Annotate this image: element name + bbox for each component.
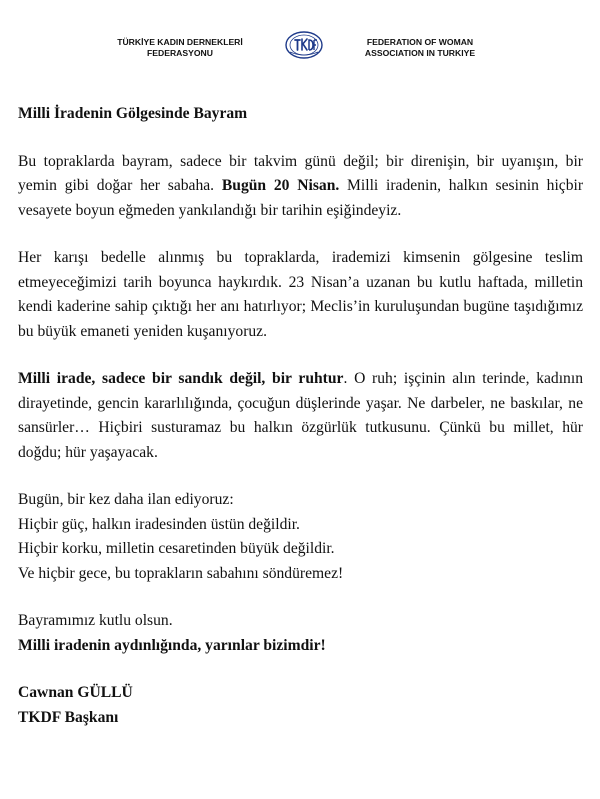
closing-line-2: Milli iradenin aydınlığında, yarınlar bizimdir! [18,636,326,654]
declaration-line-4: Ve hiçbir gece, bu toprakların sabahını söndüremez! [18,564,344,582]
paragraph-3-text: . O ruh; işçinin alın terinde, kadının dirayetinde, gencin kararlılığında, çocuğun düşlerinde yaşar. Ne darbeler, ne baskılar, ne sansürler… Hiçbiri susturamaz bu halkın özgürlük tutkusunu. Çünkü bu millet, hür doğdu; hür yaşayacak. [18,370,583,461]
paragraph-1 [18,150,583,224]
org-name-english-line2: ASSOCIATION IN TURKIYE [364,48,476,58]
org-name-turkish-line1: TÜRKİYE KADIN DERNEKLERİ [117,37,243,47]
closing-line-1: Bayramımız kutlu olsun. [18,612,173,629]
signature-block [18,681,583,730]
signer-title: TKDF Başkanı [18,708,119,726]
paragraph-3-highlight: Milli irade, sadece bir sandık değil, bir ruhtur [18,370,344,387]
org-name-turkish [100,37,260,59]
paragraph-3 [18,367,583,465]
letter-body [18,102,583,730]
signer-name: Cawnan GÜLLÜ [18,684,133,701]
org-name-english [340,37,500,59]
org-name-english-line1: FEDERATION OF WOMAN [366,37,474,47]
declaration-line-1: Bugün, bir kez daha ilan ediyoruz: [18,491,234,508]
paragraph-1-text-a: Bu topraklarda bayram, sadece bir takvim günü değil; bir direnişin, bir uyanışın, bir yemin gibi doğar her sabaha. [18,152,583,194]
letter-title: Milli İradenin Gölgesinde Bayram [18,105,248,122]
declaration-line-3: Hiçbir korku, milletin cesaretinden büyük değildir. [18,540,335,557]
paragraph-1-date-highlight: Bugün 20 Nisan. [221,177,340,194]
paragraph-1-text-b: Milli iradenin, halkın sesinin hiçbir vesayete boyun eğmeden yankılandığı bir tarihin eşiğindeyiz. [18,177,584,219]
tkdf-logo-icon [284,30,324,60]
declaration-line-2: Hiçbir güç, halkın iradesinden üstün değildir. [18,515,300,533]
letterhead [0,30,600,70]
closing-block [18,609,583,658]
paragraph-2: Her karışı bedelle alınmış bu topraklarda, irademizi kimsenin gölgesine teslim etmeyeceğimizi tarih boyunca haykırdık. 23 Nisan’a uzanan bu kutlu haftada, milletin kendi kaderine sahip çıktığı her anı hatırlıyor; Meclis’in kuruluşundan bugüne taşıdığımız bu büyük emaneti yeniden kuşanıyoruz. [18,249,583,340]
org-name-turkish-line2: FEDERASYONU [147,48,213,58]
declaration-block [18,488,583,586]
